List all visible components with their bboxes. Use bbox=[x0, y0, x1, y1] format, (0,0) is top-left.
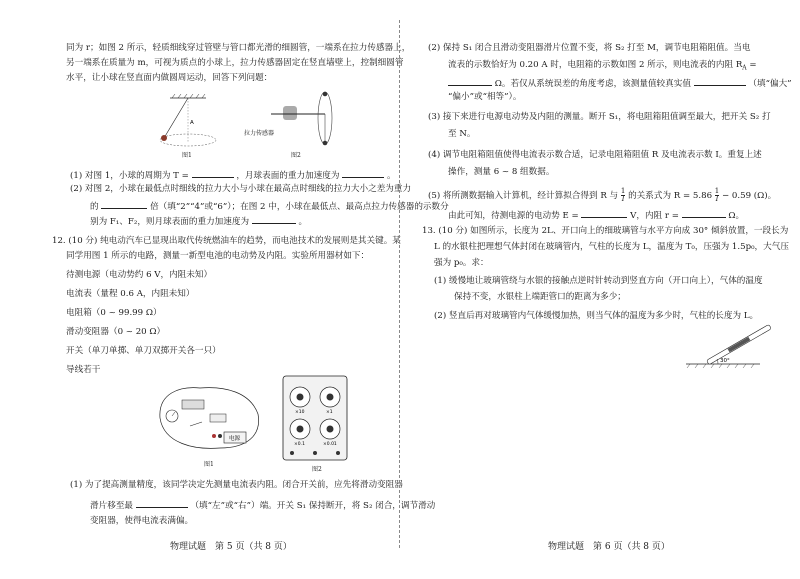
equipment-item: 电流表（量程 0.6 A，内阻未知） bbox=[66, 289, 195, 299]
p2-line-4: “偏小”或“相等”）。 bbox=[448, 92, 522, 102]
q1-text-c: 。 bbox=[386, 171, 396, 181]
p2-subscript: A bbox=[742, 64, 747, 72]
equipment-item: 开关（单刀单掷、单刀双掷开关各一只） bbox=[66, 346, 221, 356]
p3-line-2: 至 N。 bbox=[448, 129, 476, 139]
q12-1-line-1: (1) 为了提高测量精度，该同学决定先测量电流表内阻。闭合开关前，应先将滑动变阻器 bbox=[70, 480, 403, 490]
angle-label: 30° bbox=[720, 358, 730, 364]
q2-text-c: 别为 F₁、F₂，则月球表面的重力加速度为 bbox=[90, 217, 250, 227]
q2-line-2 bbox=[90, 199, 449, 213]
q12-1-text-a: 滑片移至最 bbox=[90, 501, 133, 511]
q13-1-line-2: 保持不变，水银柱上端距管口的距离为多少； bbox=[454, 292, 626, 302]
q2-line-1: (2) 对图 2，小球在最低点时细线的拉力大小与小球在最高点时细线的拉力大小之差为重力 bbox=[70, 184, 412, 194]
fraction-1-over-i bbox=[715, 188, 719, 203]
question-1 bbox=[70, 168, 396, 182]
p2-line-2 bbox=[448, 60, 757, 74]
p4-line-2: 操作，测量 6 ~ 8 组数据。 bbox=[448, 167, 555, 177]
answer-blank-error[interactable] bbox=[694, 76, 746, 86]
q2-line-3 bbox=[90, 214, 307, 228]
intro-line-1: 同为 r；如图 2 所示，轻质细线穿过管壁与管口都光滑的细圆管，一端系在拉力传感器上， bbox=[66, 43, 411, 53]
p2-text-c: Ω。若仅从系统误差的角度考虑，该测量值较真实值 bbox=[494, 79, 691, 89]
q2-text-a: 的 bbox=[90, 202, 99, 212]
p5b-text-b: V，内阻 r = bbox=[630, 211, 679, 221]
q13-line-2: L 的水银柱把理想气体封闭在玻璃管内，气柱的长度为 L，温度为 T₀，压强为 1.5p₀，大气压 bbox=[434, 242, 789, 252]
answer-blank-internal-r[interactable] bbox=[682, 208, 726, 218]
q13-2-line: (2) 竖直后再对玻璃管内气体缓慢加热，则当气体的温度为多少时，气柱的长度为 L。 bbox=[434, 311, 759, 321]
p3-line-1: (3) 接下来进行电源电动势及内阻的测量。断开 S₁，将电阻箱阻值调至最大，把开关 S₂ 打 bbox=[428, 112, 771, 122]
p5-text-c: − 0.59 (Ω)。 bbox=[721, 191, 777, 201]
p5b-text-c: Ω。 bbox=[728, 211, 745, 221]
fraction-denominator: I bbox=[621, 195, 625, 203]
fig2-caption: 图2 bbox=[291, 152, 301, 159]
p2-text-b: = bbox=[749, 60, 757, 70]
p5-line-2 bbox=[448, 208, 744, 222]
sensor-figure bbox=[265, 88, 345, 154]
q2-text-b: 倍（填“2”“4”或“6”）；在图 2 中，小球在最低点、最高点拉力传感器的示数分 bbox=[150, 202, 449, 212]
intro-line-3: 水平，让小球在竖直面内做圆周运动，回答下列问题： bbox=[66, 73, 273, 83]
p5-text-a: (5) 将所测数据输入计算机，经计算拟合得到 R 与 bbox=[428, 191, 619, 201]
p5-text-b: 的关系式为 R = 5.86 bbox=[628, 191, 713, 201]
dial-label: ×10 bbox=[295, 410, 305, 415]
circuit-caption: 图1 bbox=[204, 461, 214, 468]
page-footer-right: 物理试题 第 6 页（共 8 页） bbox=[548, 542, 670, 552]
fraction-1-over-i bbox=[621, 188, 625, 203]
answer-blank-slider[interactable] bbox=[136, 498, 188, 508]
p5-line-1 bbox=[428, 188, 776, 203]
dial-label: ×0.01 bbox=[323, 442, 337, 447]
answer-blank-period[interactable] bbox=[192, 168, 234, 178]
answer-blank-emf[interactable] bbox=[581, 208, 627, 218]
p2-text-a: 流表的示数恰好为 0.20 A 时，电阻箱的示数如图 2 所示，则电流表的内阻 R bbox=[448, 60, 743, 70]
q2-text-d: 。 bbox=[298, 217, 308, 227]
p2-line-3 bbox=[448, 76, 792, 90]
equipment-item: 导线若干 bbox=[66, 365, 101, 375]
battery-label: 电源 bbox=[229, 436, 241, 442]
tube-figure bbox=[682, 318, 774, 368]
right-page bbox=[400, 0, 800, 579]
answer-blank-gravity[interactable] bbox=[342, 168, 384, 178]
equipment-item: 待测电源（电动势约 6 V，内阻未知） bbox=[66, 270, 213, 280]
equipment-item: 电阻箱（0 ~ 99.99 Ω） bbox=[66, 308, 162, 318]
q12-line-1: 12. (10 分) 纯电动汽车已显现出取代传统燃油车的趋势，而电池技术的发展则是其关键。某 bbox=[52, 236, 401, 246]
q12-1-line-3: 变阻器，使得电流表满偏。 bbox=[90, 516, 194, 526]
q13-line-1: 13. (10 分) 如图所示，长度为 2L、开口向上的细玻璃管与水平方向成 30° 倾斜放置，一段长为 bbox=[422, 226, 789, 236]
p2-line-1: (2) 保持 S₁ 闭合且滑动变阻器滑片位置不变，将 S₂ 打至 M，调节电阻箱阻值。当电 bbox=[428, 43, 751, 53]
p2-text-d: （填“偏大” bbox=[748, 79, 792, 89]
fraction-denominator: I bbox=[715, 195, 719, 203]
q1-text-a: (1) 对图 1，小球的周期为 T = bbox=[70, 171, 189, 181]
answer-blank-ammeter-r[interactable] bbox=[448, 76, 492, 86]
box-caption: 图2 bbox=[312, 466, 322, 473]
fraction-numerator: 1 bbox=[714, 187, 720, 195]
p4-line-1: (4) 调节电阻箱阻值使得电流表示数合适，记录电阻箱阻值 R 及电流表示数 I。重复上述 bbox=[428, 150, 762, 160]
fig2-sensor-label: 拉力传感器 bbox=[244, 130, 275, 137]
equipment-item: 滑动变阻器（0 ~ 20 Ω） bbox=[66, 327, 166, 337]
fig1-label-a: A bbox=[190, 120, 194, 126]
q1-text-b: ，月球表面的重力加速度为 bbox=[236, 171, 340, 181]
dial-label: ×1 bbox=[326, 410, 333, 415]
q12-1-line-2 bbox=[90, 498, 435, 512]
fraction-numerator: 1 bbox=[620, 187, 626, 195]
answer-blank-moon-g[interactable] bbox=[252, 214, 296, 224]
q13-line-3: 强为 p₀。求： bbox=[434, 258, 489, 268]
intro-line-2: 另一端系在质量为 m，可视为质点的小球上，拉力传感器固定在竖直墙壁上，控制细圆管 bbox=[66, 58, 404, 68]
q13-1-line-1: (1) 缓慢地让玻璃管绕与水银的接触点逆时针转动到竖直方向（开口向上），气体的温度 bbox=[434, 276, 763, 286]
page-footer-left: 物理试题 第 5 页（共 8 页） bbox=[170, 542, 292, 552]
q12-line-2: 同学用图 1 所示的电路，测量一新型电池的电动势及内阻。实验所用器材如下： bbox=[66, 251, 370, 261]
resistance-box-figure bbox=[282, 375, 348, 461]
dial-label: ×0.1 bbox=[294, 442, 305, 447]
circuit-figure bbox=[150, 378, 265, 458]
answer-blank-multiple[interactable] bbox=[101, 199, 147, 209]
fig1-caption: 图1 bbox=[182, 152, 192, 159]
q12-1-text-b: （填“左”或“右”）端。开关 S₁ 保持断开，将 S₂ 闭合，调节滑动 bbox=[190, 501, 436, 511]
p5b-text-a: 由此可知，待测电源的电动势 E = bbox=[448, 211, 579, 221]
